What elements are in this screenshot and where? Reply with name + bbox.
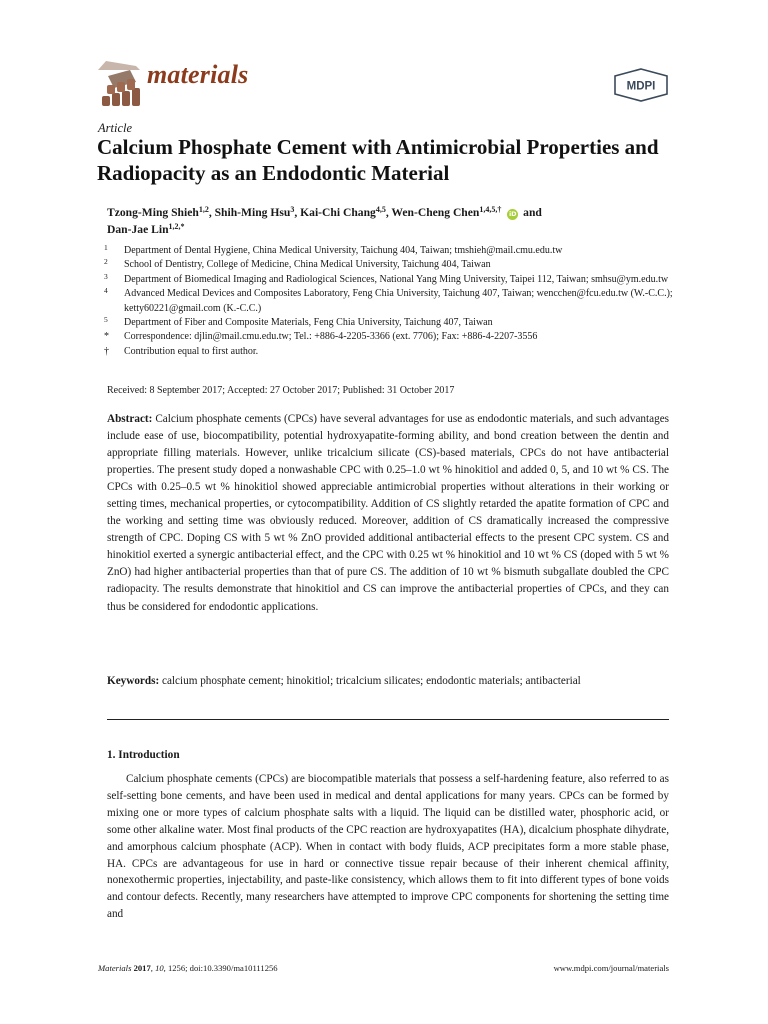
author-name: Dan-Jae Lin: [107, 223, 169, 236]
orcid-icon[interactable]: iD: [508, 210, 517, 218]
section-divider: [107, 719, 669, 720]
abstract-text: Calcium phosphate cements (CPCs) have several advantages for use as endodontic materials, and such advantages include ease of use, biocompatibility, potential hydroxyapatite-forming ability, and bond creation between the dentin and appropriate filling materials. However, unlike tricalcium silicate (CS)-based materials, CPCs do not have antibacterial properties. The present study doped a nonwashable CPC with 0.25–1.0 wt % hinokitiol and added 0, 5, and 10 wt % CS. The CPCs with 0.25–0.5 wt % hinokitiol showed appreciable antimicrobial properties without alterations in their working or setting times, mechanical properties, or cytocompatibility. Addition of CS slightly retarded the apatite formation of CPC and the working and setting time was obviously reduced. Moreover, addition of CS dramatically increased the compressive strength of CPC. Doping CS with 5 wt % ZnO provided additional antibacterial effects to the present CPC system. CS and hinokitiol exerted a synergic antibacterial effect, and the CPC with 0.25 wt % hinokitiol and 10 wt % CS (doped with 5 wt % ZnO) had higher antibacterial properties than that of pure CS. The addition of 10 wt % bismuth subgallate doubled the CPC radiopacity. The results demonstrate that hinokitiol and CS can improve the antibacterial properties of CPCs, and they can thus be considered for endodontic applications.: [107, 413, 670, 613]
footer-year: 2017: [133, 963, 151, 973]
author-name: Shih-Ming Hsu: [214, 206, 291, 219]
journal-name: materials: [147, 60, 249, 89]
affiliation-item: [104, 316, 679, 330]
author-line-2: [107, 221, 667, 238]
affiliation-text: Department of Fiber and Composite Materials, Feng Chia University, Taichung 407, Taiwan: [124, 317, 493, 329]
footer-volume: 10: [155, 963, 164, 973]
abstract: [107, 411, 669, 616]
author-name: Kai-Chi Chang: [300, 206, 376, 219]
author-affiliation-marks: 1,4,5,†: [479, 205, 502, 214]
section-title: 1. Introduction: [107, 749, 180, 761]
author-name: Wen-Cheng Chen: [391, 206, 480, 219]
author-affiliation-marks: 1,2,*: [168, 222, 185, 231]
footer-url[interactable]: www.mdpi.com/journal/materials: [553, 963, 669, 973]
journal-logo-icon: [96, 58, 142, 108]
mdpi-badge-text: MDPI: [626, 80, 656, 93]
author-separator: ,: [208, 206, 215, 219]
keywords-text: calcium phosphate cement; hinokitiol; tricalcium silicates; endodontic materials; antibacterial: [162, 675, 581, 687]
affiliation-text: School of Dentistry, College of Medicine, China Medical University, Taichung 404, Taiwan: [124, 259, 491, 271]
affiliation-text: Contribution equal to first author.: [124, 345, 259, 357]
keywords: [107, 673, 669, 690]
affiliation-item: [104, 258, 679, 272]
author-conjunction: and: [523, 206, 542, 219]
publication-dates: Received: 8 September 2017; Accepted: 27 October 2017; Published: 31 October 2017: [107, 385, 455, 396]
footer-details: , 1256; doi:10.3390/ma10111256: [163, 963, 278, 973]
affiliation-item: [104, 345, 679, 359]
author-separator: [501, 206, 504, 219]
abstract-label: Abstract:: [107, 413, 153, 425]
author-affiliation-marks: 4,5: [375, 205, 386, 214]
affiliation-text: Correspondence: djlin@mail.cmu.edu.tw; Tel.: +886-4-2205-3366 (ext. 7706); Fax: +886-4-2207-3556: [124, 331, 538, 343]
section-body: Calcium phosphate cements (CPCs) are biocompatible materials that possess a self-hardening feature, also referred to as self-setting bone cements, and have been used in medical and dental applications for many years. CPCs can be formed by mixing one or more types of calcium phosphate salts with a liquid. The liquid can be distilled water, phosphoric acid, or some other alkaline water. Most final products of the CPC reaction are hydroxyapatites (HA), dicalcium phosphate dihydrate, and amorphous calcium phosphate (ACP). When in contact with body fluids, ACP precipitates form a more stable phase, HA. CPCs are advantageous for use in hard or connective tissue repair because of their inherent chemical affinity, nonexothermic properties, injectability, and paste-like consistency, which allows them to fit into different types of bone voids and contour defects. Recently, many researchers have attempted to improve CPC components for shortening the setting time and: [107, 773, 670, 921]
affiliation-list: [104, 244, 679, 359]
author-affiliation-marks: 1,2: [198, 205, 209, 214]
author-separator: ,: [294, 206, 301, 219]
footer-journal: Materials: [98, 963, 132, 973]
affiliation-mark: 5: [104, 315, 108, 325]
affiliation-text: Department of Biomedical Imaging and Radiological Sciences, National Yang Ming University, Taipei 112, Taiwan; smhsu@ym.edu.tw: [124, 273, 669, 285]
affiliation-text: Department of Dental Hygiene, China Medical University, Taichung 404, Taiwan; tmshieh@mail.cmu.edu.tw: [124, 245, 563, 256]
affiliation-text: Advanced Medical Devices and Composites Laboratory, Feng Chia University, Taichung 407, Taiwan; wencchen@fcu.edu.tw (W.-C.C.); ketty60221@gmail.com (K.-C.C.): [124, 288, 673, 314]
keywords-label: Keywords:: [107, 675, 160, 687]
author-name: Tzong-Ming Shieh: [107, 206, 199, 219]
affiliation-mark: 2: [104, 257, 108, 267]
author-separator: ,: [385, 206, 392, 219]
affiliation-mark: 4: [104, 286, 108, 296]
affiliation-item: [104, 287, 679, 316]
article-title: Calcium Phosphate Cement with Antimicrobial Properties and Radiopacity as an Endodontic Material: [97, 135, 659, 185]
affiliation-item: [104, 330, 679, 344]
affiliation-item: [104, 244, 679, 258]
author-line-1: [107, 204, 667, 221]
affiliation-mark: 3: [104, 271, 108, 281]
article-type: Article: [98, 121, 133, 135]
affiliation-mark: *: [104, 331, 109, 343]
author-list: [107, 204, 667, 238]
footer-citation: Materials 2017, 10, 1256; doi:10.3390/ma10111256: [98, 963, 278, 973]
affiliation-mark: 1: [104, 243, 108, 252]
mdpi-logo-icon: [613, 68, 669, 102]
author-affiliation-marks: 3: [290, 205, 295, 214]
affiliation-mark: †: [104, 345, 109, 357]
affiliation-item: [104, 273, 679, 287]
